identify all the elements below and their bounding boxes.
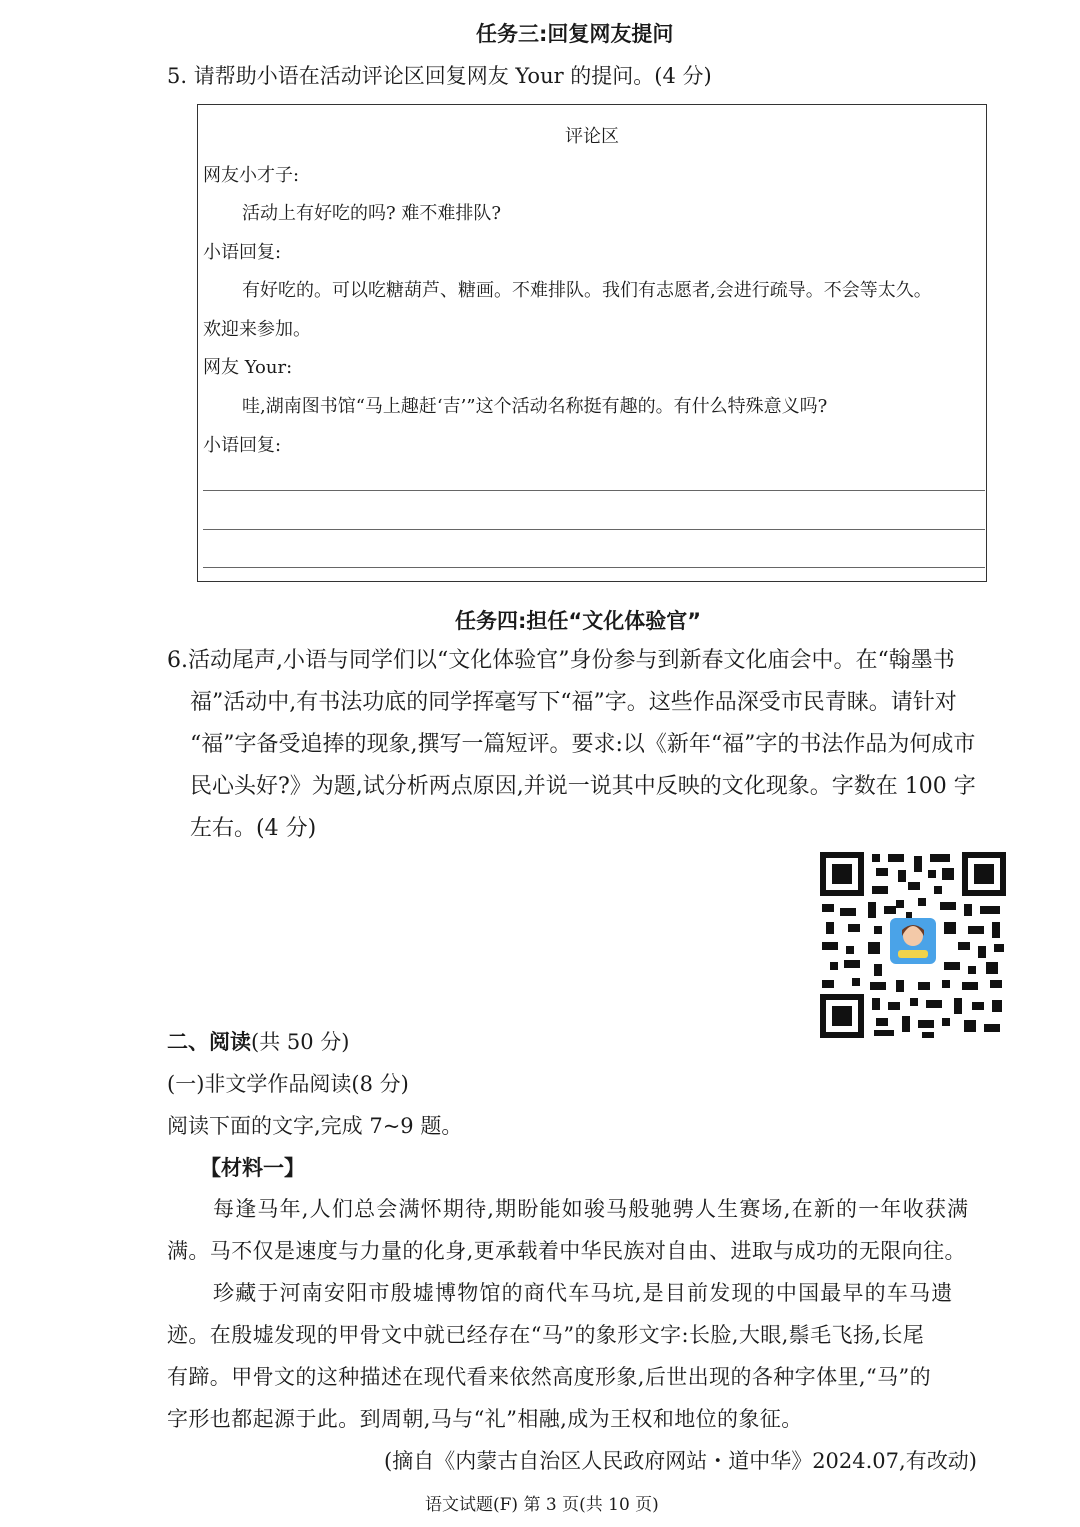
question-6-line: 左右。(4 分) <box>190 816 317 841</box>
question-6-line: 福”活动中,有书法功底的同学挥毫写下“福”字。这些作品深受市民青睐。请针对 <box>190 690 957 715</box>
paragraph-line: 满。马不仅是速度与力量的化身,更承载着中华民族对自由、进取与成功的无限向往。 <box>167 1239 966 1263</box>
reply2-label: 小语回复: <box>203 435 282 456</box>
section2-heading <box>167 1026 349 1056</box>
task4-title: 任务四:担任“文化体验官” <box>455 609 702 633</box>
reply1-label: 小语回复: <box>203 242 282 263</box>
paragraph-line: 字形也都起源于此。到周朝,马与“礼”相融,成为王权和地位的象征。 <box>167 1407 803 1431</box>
page-footer: 语文试题(F) 第 3 页(共 10 页) <box>425 1495 659 1515</box>
user2-text: 哇,湖南图书馆“马上趣赶‘吉’”这个活动名称挺有趣的。有什么特殊意义吗? <box>242 396 828 417</box>
paragraph-line: 每逢马年,人们总会满怀期待,期盼能如骏马般驰骋人生赛场,在新的一年收获满 <box>213 1197 970 1221</box>
section2-score: (共 50 分) <box>251 1030 350 1054</box>
section2-sub1: (一)非文学作品阅读(8 分) <box>167 1072 409 1096</box>
user1-text: 活动上有好吃的吗? 难不难排队? <box>242 203 502 224</box>
comment-area-title: 评论区 <box>565 126 619 147</box>
material-label: 【材料一】 <box>200 1156 305 1180</box>
paragraph-line: 迹。在殷墟发现的甲骨文中就已经存在“马”的象形文字:长脸,大眼,鬃毛飞扬,长尾 <box>167 1323 925 1347</box>
user2-name: 网友 Your: <box>203 357 293 378</box>
section2-title: 二、阅读 <box>167 1030 251 1054</box>
question-6-line: 6.活动尾声,小语与同学们以“文化体验官”身份参与到新春文化庙会中。在“翰墨书 <box>167 648 955 673</box>
answer-line[interactable] <box>203 529 985 530</box>
question-6-line: “福”字备受追捧的现象,撰写一篇短评。要求:以《新年“福”字的书法作品为何成市 <box>190 732 976 757</box>
task3-title: 任务三:回复网友提问 <box>476 22 674 46</box>
reply1-text-line2: 欢迎来参加。 <box>203 319 311 340</box>
question-5: 5. 请帮助小语在活动评论区回复网友 Your 的提问。(4 分) <box>167 64 712 88</box>
user1-name: 网友小才子: <box>203 165 300 186</box>
qr-code-icon[interactable] <box>818 850 1008 1040</box>
section2-instruction: 阅读下面的文字,完成 7~9 题。 <box>167 1114 463 1138</box>
answer-line[interactable] <box>203 567 985 568</box>
answer-line[interactable] <box>203 490 985 491</box>
paragraph-line: 珍藏于河南安阳市殷墟博物馆的商代车马坑,是目前发现的中国最早的车马遗 <box>213 1281 954 1305</box>
comment-area-box <box>197 104 987 582</box>
question-6-line: 民心头好?》为题,试分析两点原因,并说一说其中反映的文化现象。字数在 100 字 <box>190 774 976 799</box>
reply1-text-line1: 有好吃的。可以吃糖葫芦、糖画。不难排队。我们有志愿者,会进行疏导。不会等太久。 <box>242 280 932 301</box>
source-citation: (摘自《内蒙古自治区人民政府网站・道中华》2024.07,有改动) <box>384 1449 977 1473</box>
paragraph-line: 有蹄。甲骨文的这种描述在现代看来依然高度形象,后世出现的各种字体里,“马”的 <box>167 1365 932 1389</box>
